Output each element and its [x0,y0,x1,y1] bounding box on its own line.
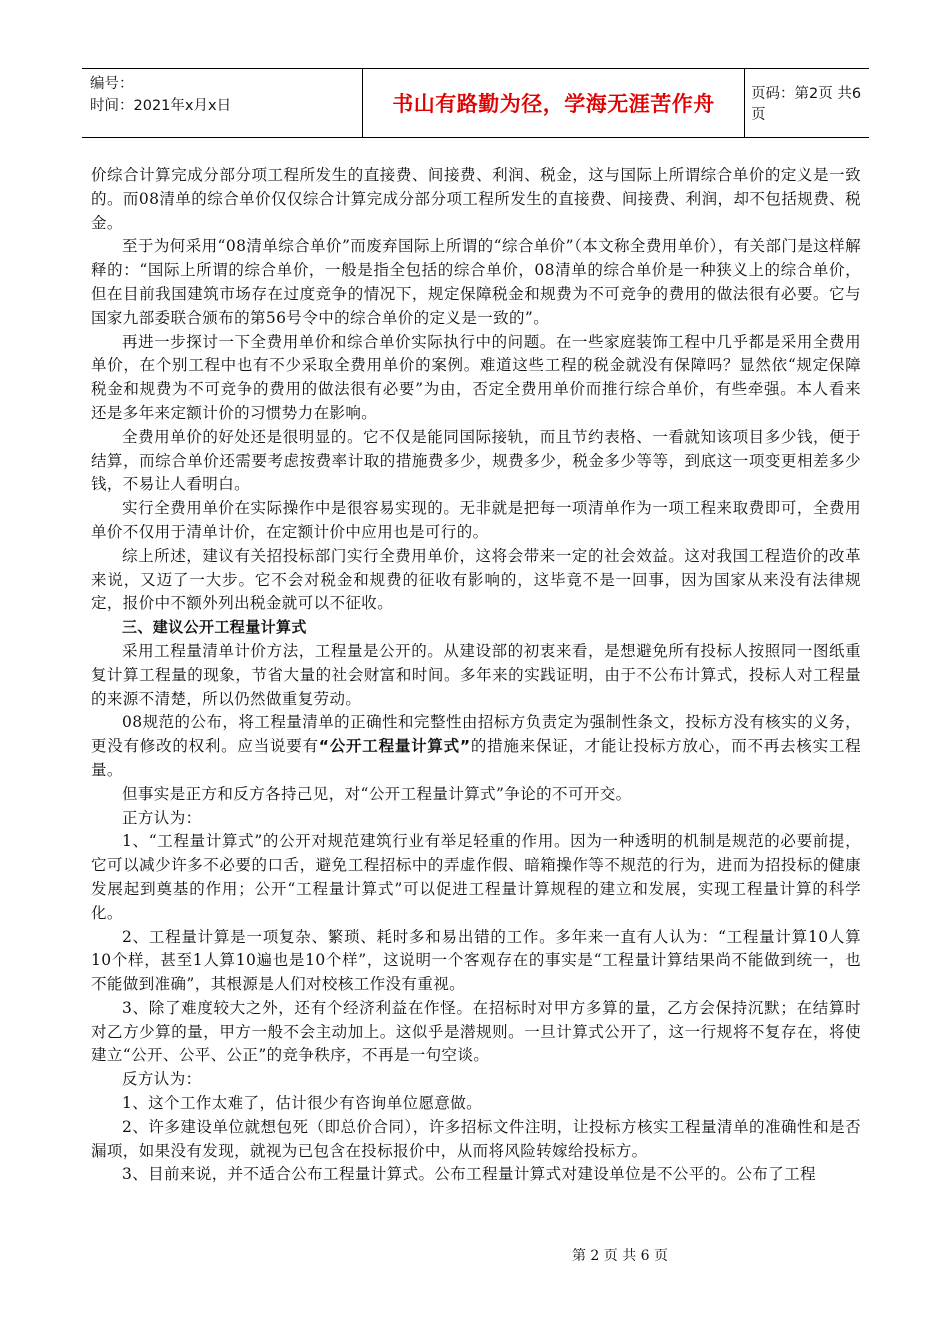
doc-number-label: 编号： [90,76,134,92]
paragraph: 价综合计算完成分部分项工程所发生的直接费、间接费、利润、税金，这与国际上所谓综合单价的定义是一致的。而08清单的综合单价仅仅综合计算完成分部分项工程所发生的直接费、间接费、利润，却不包括规费、税金。 [91,166,861,232]
paragraph: 3、除了难度较大之外，还有个经济利益在作怪。在招标时对甲方多算的量，乙方会保持沉默；在结算时对乙方少算的量，甲方一般不会主动加上。这似乎是潜规则。一旦计算式公开了，这一行规将不复存在，将使建立“公开、公平、公正”的竞争秩序，不再是一句空谈。 [91,998,861,1065]
paragraph: 实行全费用单价在实际操作中是很容易实现的。无非就是把每一项清单作为一项工程来取费即可，全费用单价不仅用于清单计价，在定额计价中应用也是可行的。 [91,499,861,541]
header-meta [90,73,288,117]
paragraph: 综上所述，建议有关招投标部门实行全费用单价，这将会带来一定的社会效益。这对我国工程造价的改革来说，又迈了一大步。它不会对税金和规费的征收有影响的，这毕竟不是一回事，因为国家从来没有法律规定，报价中不额外列出税金就可以不征收。 [91,546,861,613]
page-footer: 第 2 页 共 6 页 [571,1248,669,1264]
header-page-number: 页码：第2页 共6页 [751,86,862,123]
paragraph: 正方认为： [122,808,202,827]
header-motto: 书山有路勤为径，学海无涯苦作舟 [392,92,715,116]
page-header [82,68,869,138]
document-body [91,164,861,1187]
section-heading: 三、建议公开工程量计算式 [122,618,307,637]
paragraph [91,711,861,782]
paragraph: 至于为何采用“08清单综合单价”而废弃国际上所谓的“综合单价”（本文称全费用单价），有关部门是这样解释的：“国际上所谓的综合单价，一般是指全包括的综合单价，08清单的综合单价是一种狭义上的综合单价，但在目前我国建筑市场存在过度竞争的情况下，规定保障税金和规费为不可竞争的费用的做法很有必要。它与国家九部委联合颁布的第56号令中的综合单价的定义是一致的”。 [91,237,861,327]
paragraph: 1、“工程量计算式”的公开对规范建筑行业有举足轻重的作用。因为一种透明的机制是规范的必要前提，它可以减少许多不必要的口舌，避免工程招标中的弄虚作假、暗箱操作等不规范的行为，进而为招投标的健康发展起到奠基的作用；公开“工程量计算式”可以促进工程量计算规程的建立和发展，实现工程量计算的科学化。 [91,832,861,922]
paragraph: 再进一步探讨一下全费用单价和综合单价实际执行中的问题。在一些家庭装饰工程中几乎都是采用全费用单价，在个别工程中也有不少采取全费用单价的案例。难道这些工程的税金就没有保障吗？显然依“规定保障税金和规费为不可竞争的费用的做法很有必要”为由，否定全费用单价而推行综合单价，有些牵强。本人看来还是多年来定额计价的习惯势力在影响。 [91,332,861,422]
paragraph: 但事实是正方和反方各持己见，对“公开工程量计算式”争论的不可开交。 [122,784,632,803]
doc-time-label: 时间：2021年x月x日 [90,98,232,114]
paragraph: 采用工程量清单计价方法，工程量是公开的。从建设部的初衷来看，是想避免所有投标人按照同一图纸重复计算工程量的现象，节省大量的社会财富和时间。多年来的实践证明，由于不公布计算式，投标人对工程量的来源不清楚，所以仍然做重复劳动。 [91,641,861,708]
paragraph-text: 的措施来保证，才能让投标方放心，而不再去核实工程量。 [91,737,862,779]
bold-emphasis: “公开工程量计算式” [318,737,471,756]
paragraph: 3、目前来说，并不适合公布工程量计算式。公布工程量计算式对建设单位是不公平的。公布了工程 [122,1165,816,1184]
paragraph: 反方认为： [122,1070,202,1089]
paragraph-text: 08规范的公布，将工程量清单的正确性和完整性由招标方负责定为强制性条文，投标方没有核实的义务，更没有修改的权利。应当说要有 [91,713,861,756]
paragraph: 全费用单价的好处还是很明显的。它不仅是能同国际接轨，而且节约表格、一看就知该项目多少钱，便于结算，而综合单价还需要考虑按费率计取的措施费多少，规费多少，税金多少等等，到底这一项变更相差多少钱，不易让人看明白。 [91,427,861,494]
paragraph: 1、这个工作太难了，估计很少有咨询单位愿意做。 [122,1094,483,1113]
paragraph: 2、许多建设单位就想包死（即总价合同），许多招标文件注明，让投标方核实工程量清单的准确性和是否漏项，如果没有发现，就视为已包含在投标报价中，从而将风险转嫁给投标方。 [91,1117,861,1160]
paragraph: 2、工程量计算是一项复杂、繁琐、耗时多和易出错的工作。多年来一直有人认为：“工程量计算10人算10个样，甚至1人算10遍也是10个样”，这说明一个客观存在的事实是“工程量计算结果尚不能做到统一，也不能做到准确”，其根源是人们对校核工作没有重视。 [91,927,861,994]
